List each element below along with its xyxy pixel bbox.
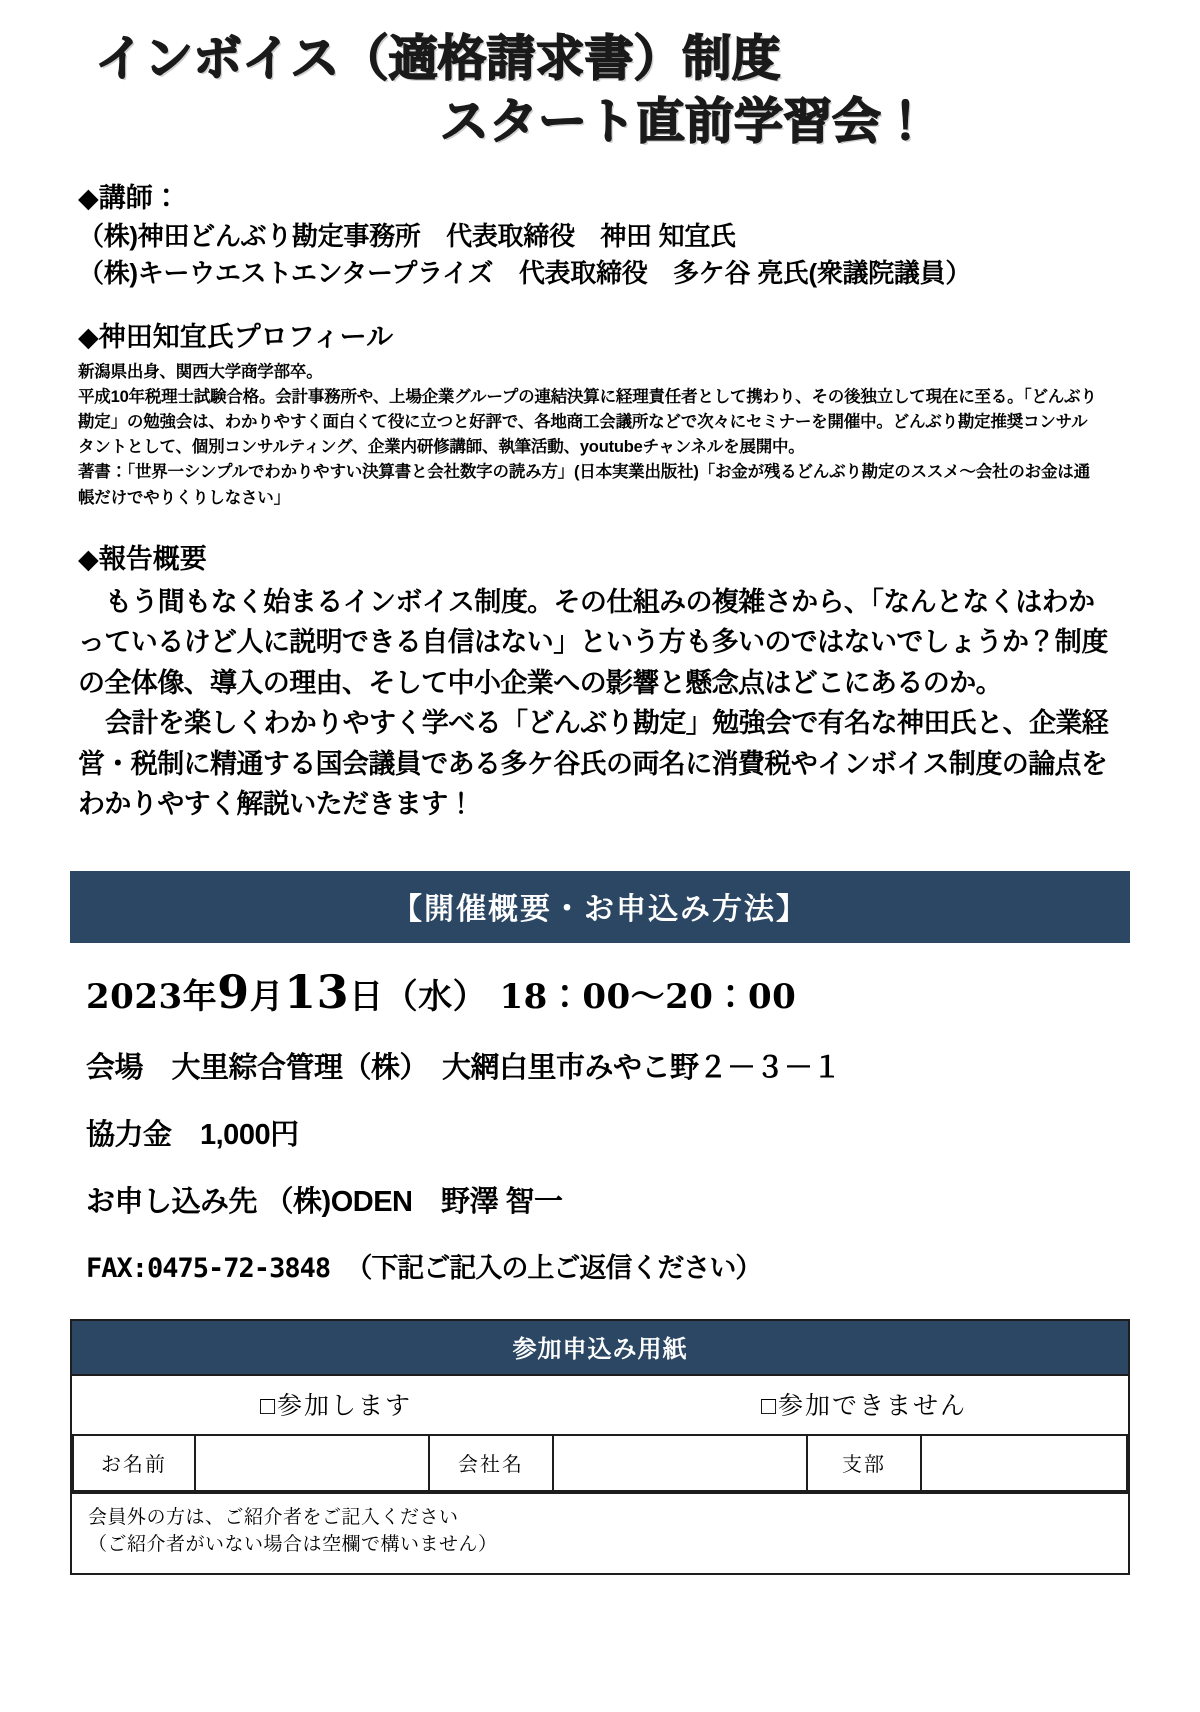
form-note-line-1: 会員外の方は、ご紹介者をご記入ください: [88, 1506, 459, 1528]
page-title: [0, 28, 1200, 153]
event-details: [0, 965, 1200, 1285]
date-time: 18：00～20：00: [499, 976, 797, 1017]
form-fields-table: [72, 1434, 1128, 1492]
report-heading: ◆報告概要: [78, 543, 207, 574]
attendance-choices: [72, 1374, 1128, 1434]
label-branch: 支部: [807, 1435, 921, 1491]
date-year: 2023年: [86, 976, 218, 1017]
checkbox-not-attend[interactable]: □参加できません: [760, 1391, 968, 1420]
form-note-line-2: （ご紹介者がいない場合は空欄で構いません）: [88, 1534, 498, 1556]
title-line-2: スタート直前学習会！: [440, 92, 931, 150]
apply-to-line: お申し込み先 （株)ODEN 野澤 智一: [86, 1185, 563, 1218]
lecturer-section: [0, 179, 1200, 293]
event-date-line: [86, 965, 1114, 1019]
date-month: 9: [217, 964, 250, 1019]
table-row: [73, 1435, 1127, 1491]
label-company: 会社名: [429, 1435, 553, 1491]
date-month-unit: 月: [249, 976, 285, 1017]
flyer-page: [0, 28, 1200, 1712]
report-paragraph-1: もう間もなく始まるインボイス制度。その仕組みの複雑さから、「なんとなくはわかっているけど人に説明できる自信はない」という方も多いのではないでしょうか？制度の全体像、導入の理由、そして中小企業への影響と懸念点はどこにあるのか。: [78, 586, 1108, 698]
date-day: 13: [284, 964, 350, 1019]
date-day-unit: 日（水）: [349, 976, 488, 1017]
input-name[interactable]: [195, 1435, 429, 1491]
fee-line: 協力金 1,000円: [86, 1118, 299, 1151]
section-banner: 【開催概要・お申込み方法】: [70, 871, 1130, 943]
profile-heading: ◆神田知宜氏プロフィール: [78, 322, 394, 353]
form-note: [72, 1492, 1128, 1573]
form-title: 参加申込み用紙: [72, 1321, 1128, 1374]
title-line-1: インボイス（適格請求書）制度: [95, 30, 781, 87]
label-name: お名前: [73, 1435, 195, 1491]
lecturer-line-1: （株)神田どんぶり勘定事務所 代表取締役 神田 知宜氏: [78, 220, 736, 251]
lecturer-line-2: （株)キーウエストエンタープライズ 代表取締役 多ケ谷 亮氏(衆議院議員）: [78, 258, 972, 289]
input-branch[interactable]: [921, 1435, 1127, 1491]
application-form: [70, 1319, 1130, 1575]
profile-section: [0, 315, 1200, 510]
input-company[interactable]: [553, 1435, 807, 1491]
profile-paragraph-3: 著書：「世界一シンプルでわかりやすい決算書と会社数字の読み方」(日本実業出版社)「お金が残るどんぶり勘定のススメ～会社のお金は通帳だけでやりくりしなさい」: [78, 463, 1090, 507]
lecturer-heading: ◆講師：: [78, 183, 180, 214]
profile-paragraph-2: 平成10年税理士試験合格。会計事務所や、上場企業グループの連結決算に経理責任者として携わり、その後独立して現在に至る。「どんぶり勘定」の勉強会は、わかりやすく面白くて役に立つと好評で、各地商工会議所などで次々にセミナーを開催中。どんぶり勘定推奨コンサルタントとして、個別コンサルティング、企業内研修講師、執筆活動、youtubeチャンネルを展開中。: [78, 388, 1097, 457]
fax-line: FAX:0475-72-3848 （下記ご記入の上ご返信ください）: [86, 1252, 762, 1284]
checkbox-attend[interactable]: □参加します: [259, 1391, 413, 1420]
profile-paragraph-1: 新潟県出身、関西大学商学部卒。: [78, 363, 323, 382]
report-paragraph-2: 会計を楽しくわかりやすく学べる「どんぶり勘定」勉強会で有名な神田氏と、企業経営・税制に精通する国会議員である多ケ谷氏の両名に消費税やインボイス制度の論点をわかりやすく解説いただきます！: [78, 708, 1109, 820]
venue-line: 会場 大里綜合管理（株） 大網白里市みやこ野２－３－１: [86, 1051, 842, 1084]
report-section: [0, 537, 1200, 825]
